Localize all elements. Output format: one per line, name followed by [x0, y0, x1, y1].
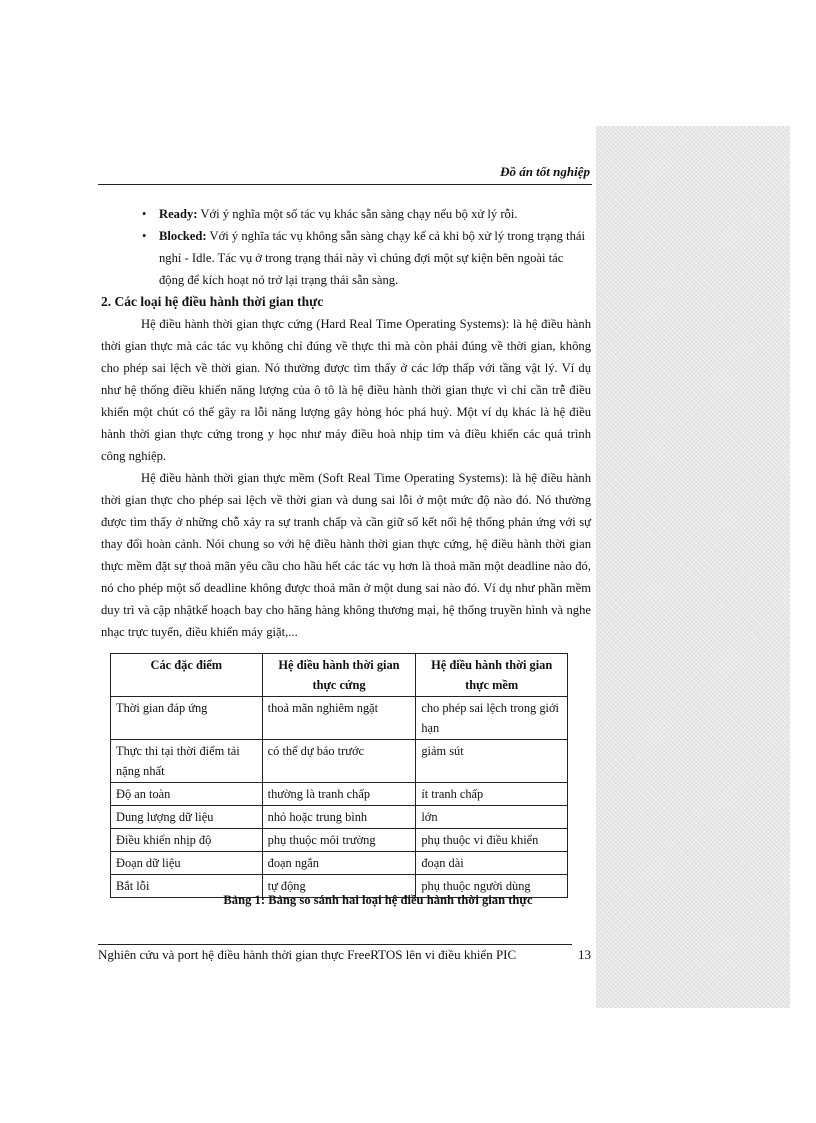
- table-cell: phụ thuộc người dùng: [416, 875, 568, 898]
- table-cell: Dung lượng dữ liệu: [111, 806, 263, 829]
- table-header-row: [111, 654, 568, 697]
- table-cell: tự động: [262, 875, 416, 898]
- column-header: Hệ điều hành thời gian thực mềm: [416, 654, 568, 697]
- table-cell: thường là tranh chấp: [262, 783, 416, 806]
- table-cell: nhỏ hoặc trung bình: [262, 806, 416, 829]
- state-description: Với ý nghĩa một số tác vụ khác sẵn sàng chạy nếu bộ xử lý rỗi.: [197, 207, 518, 221]
- table-row: [111, 740, 568, 783]
- comparison-table: [110, 653, 568, 898]
- column-header: Các đặc điểm: [111, 654, 263, 697]
- table-row: [111, 829, 568, 852]
- table-cell: phụ thuộc vi điều khiển: [416, 829, 568, 852]
- table-cell: Bắt lỗi: [111, 875, 263, 898]
- main-content: [101, 203, 591, 643]
- state-description: Với ý nghĩa tác vụ không sẵn sàng chạy kể cả khi bộ xử lý trong trạng thái nghỉ - Idle. Tác vụ ở trong trạng thái này vì chúng đợi một sự kiện bên ngoài tác động để kích hoạt nó trở lại trạng thái sẵn sàng.: [159, 229, 585, 287]
- task-state-list: [101, 203, 591, 291]
- list-item: [101, 203, 591, 225]
- table-cell: Độ an toàn: [111, 783, 263, 806]
- column-header: Hệ điều hành thời gian thực cứng: [262, 654, 416, 697]
- state-term: Blocked:: [159, 229, 207, 243]
- table-cell: giảm sút: [416, 740, 568, 783]
- bullet-icon: •: [142, 207, 147, 221]
- header-title: Đồ án tốt nghiệp: [500, 164, 590, 179]
- list-item: [101, 225, 591, 291]
- comparison-table-wrapper: [110, 653, 568, 898]
- section-heading: 2. Các loại hệ điều hành thời gian thực: [101, 294, 324, 309]
- footer-text: Nghiên cứu và port hệ điều hành thời gian thực FreeRTOS lên vi điều khiển PIC: [98, 947, 517, 962]
- paragraph-hard-rtos: Hệ điều hành thời gian thực cứng (Hard Real Time Operating Systems): là hệ điều hành thời gian thực mà các tác vụ không chỉ đúng về thực thi mà còn phải đúng về thời gian, không cho phép sai lệch về thời gian. Nó thường được tìm thấy ở các lớp thấp với tầng vật lý. Ví dụ như hệ thống điều khiển năng lượng của ô tô là hệ điều hành thời gian thực vì chỉ cần trễ điều khiển một chút có thể gây ra lỗi năng lượng gây hỏng hóc phá huỷ. Một ví dụ khác là hệ điều hành thời gian thực cứng trong y học như máy điều hoà nhịp tim và điều khiển các quá trình công nghiệp.: [101, 317, 591, 463]
- bullet-icon: •: [142, 229, 147, 243]
- margin-texture: [596, 126, 790, 1008]
- table-cell: lớn: [416, 806, 568, 829]
- table-row: [111, 806, 568, 829]
- table-cell: Điều khiển nhịp độ: [111, 829, 263, 852]
- table-row: [111, 852, 568, 875]
- table-cell: Thời gian đáp ứng: [111, 697, 263, 740]
- page-number: 13: [578, 947, 591, 962]
- table-cell: thoả mãn nghiêm ngặt: [262, 697, 416, 740]
- table-cell: ít tranh chấp: [416, 783, 568, 806]
- table-cell: có thể dự báo trước: [262, 740, 416, 783]
- header-rule: [98, 184, 592, 185]
- table-cell: Đoạn dữ liệu: [111, 852, 263, 875]
- table-row: [111, 783, 568, 806]
- table-caption: Bảng 1: Bảng so sánh hai loại hệ điều hành thời gian thực: [223, 893, 533, 907]
- paragraph-soft-rtos: Hệ điều hành thời gian thực mềm (Soft Real Time Operating Systems): là hệ điều hành thời gian thực cho phép sai lệch về thời gian và dung sai lỗi ở một mức độ nào đó. Nó thường được tìm thấy ở những chỗ xảy ra sự tranh chấp và cần giữ số kết nối hệ thống phản ứng với sự thay đổi hoàn cảnh. Nói chung so với hệ điều hành thời gian thực cứng, hệ điều hành thời gian thực mềm đặt sự thoả mãn yêu cầu cho hầu hết các tác vụ hơn là thoả mãn một deadline nào đó, nó cho phép một số deadline không được thoả mãn ở một dung sai nào đó. Ví dụ như phần mềm duy trì và cập nhậtkế hoạch bay cho hãng hàng không thương mại, hệ thống truyền hình và nghe nhạc trực tuyến, điều khiển máy giặt,...: [101, 471, 591, 639]
- footer-rule: [98, 944, 572, 945]
- state-term: Ready:: [159, 207, 198, 221]
- table-cell: phụ thuộc môi trường: [262, 829, 416, 852]
- table-row: [111, 697, 568, 740]
- table-cell: cho phép sai lệch trong giới hạn: [416, 697, 568, 740]
- table-cell: Thực thi tại thời điểm tải nặng nhất: [111, 740, 263, 783]
- table-cell: đoạn dài: [416, 852, 568, 875]
- table-cell: đoạn ngắn: [262, 852, 416, 875]
